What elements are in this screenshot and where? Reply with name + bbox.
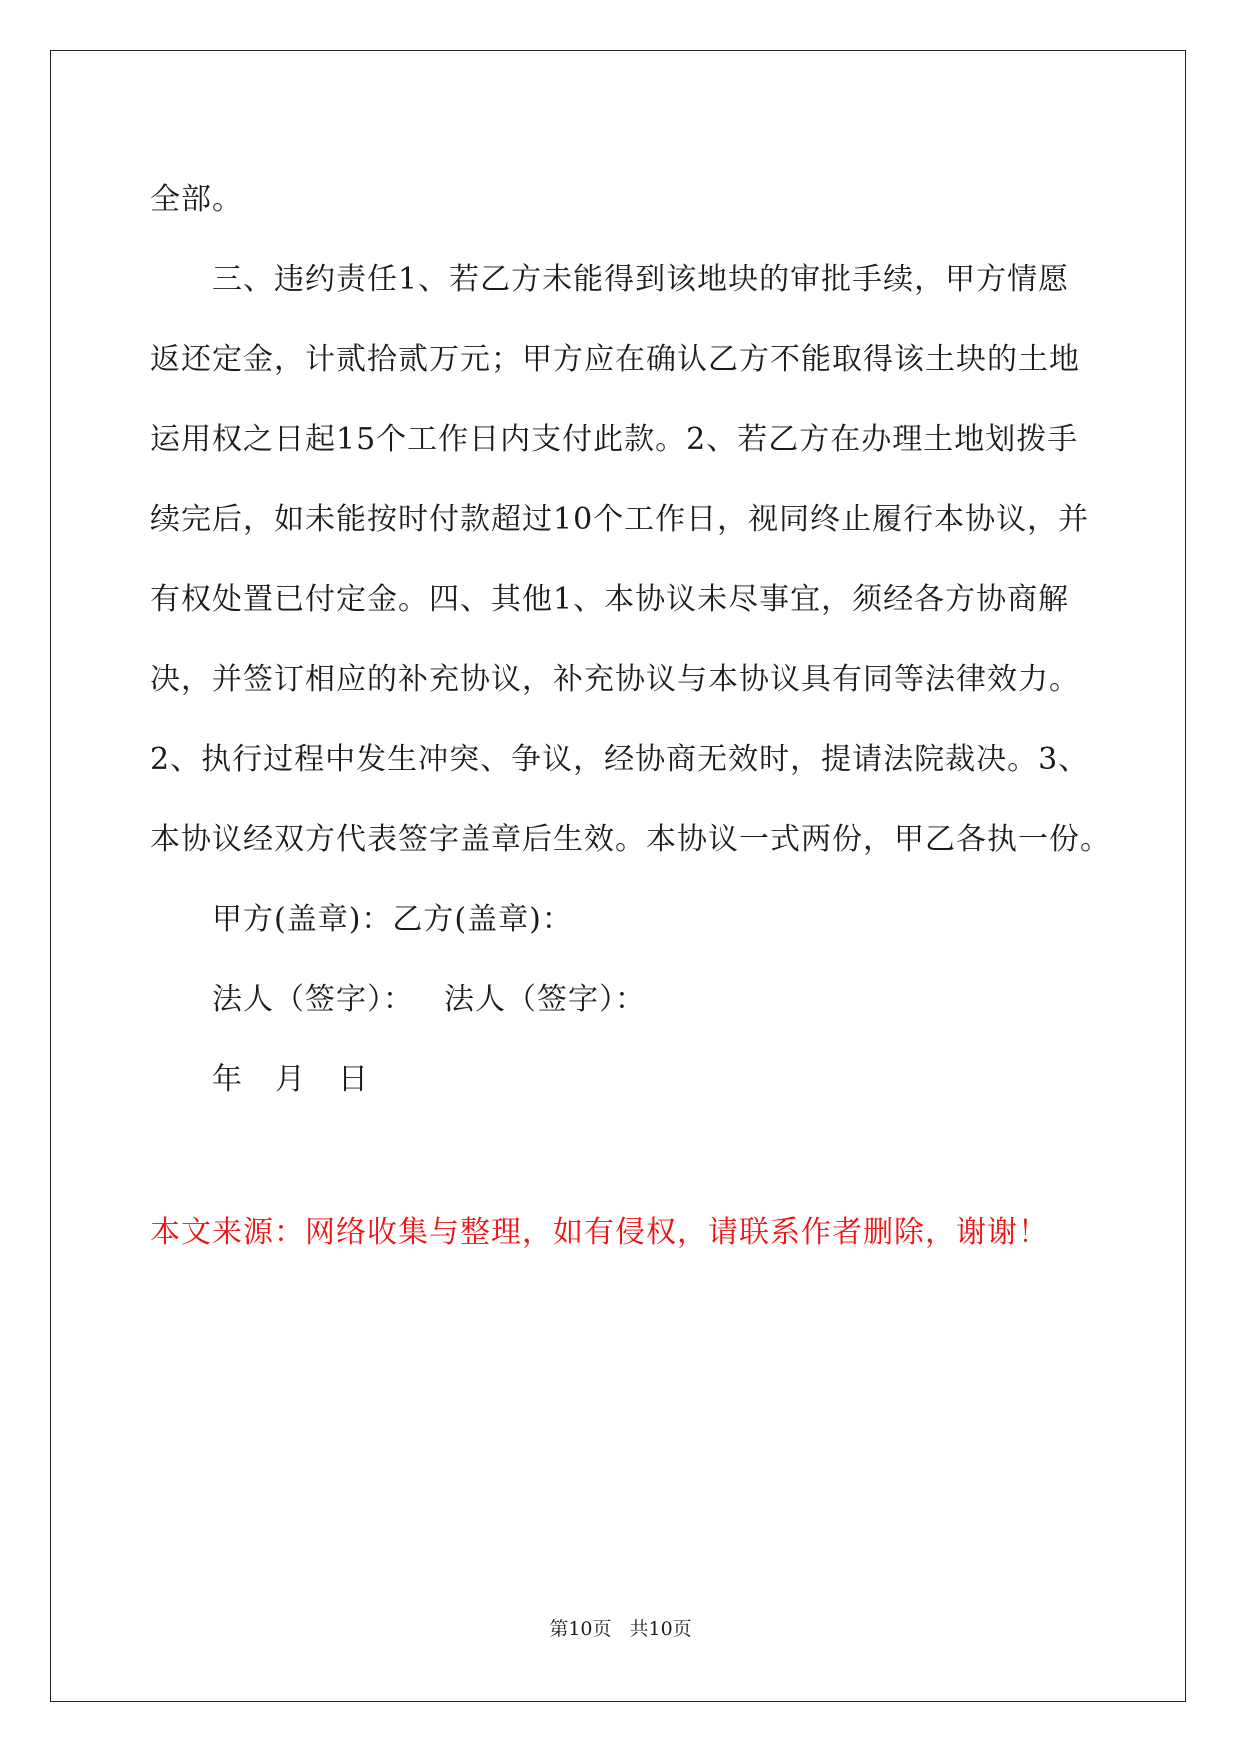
body-line-2: 三、违约责任1、若乙方未能得到该地块的审批手续，甲方情愿 [212, 262, 1070, 297]
date-line [150, 1040, 1090, 1120]
seal-line: 甲方(盖章)：乙方(盖章)： [212, 902, 573, 937]
page-footer [0, 1616, 1241, 1642]
body-line-8: 2、执行过程中发生冲突、争议，经协商无效时，提请法院裁决。3、 [150, 742, 1090, 777]
body-line-7: 决，并签订相应的补充协议，补充协议与本协议具有同等法律效力。 [150, 662, 1080, 697]
party-a-signature: 法人（签字）： [212, 982, 414, 1017]
body-line-5: 续完后，如未能按时付款超过10个工作日，视同终止履行本协议，并 [150, 502, 1090, 537]
body-line-4: 运用权之日起15个工作日内支付此款。2、若乙方在办理土地划拨手 [150, 422, 1079, 457]
date-day: 日 [338, 1062, 369, 1097]
body-line-1: 全部。 [150, 182, 243, 217]
date-month: 月 [275, 1062, 306, 1097]
body-line-9: 本协议经双方代表签字盖章后生效。本协议一式两份，甲乙各执一份。 [150, 822, 1111, 857]
party-b-signature: 法人（签字）： [444, 982, 646, 1017]
body-line-6: 有权处置已付定金。四、其他1、本协议未尽事宜，须经各方协商解 [150, 582, 1070, 617]
page-number-current: 第10页 [549, 1618, 612, 1640]
signature-line [150, 960, 1090, 1040]
page-number-total: 共10页 [629, 1618, 692, 1640]
document-body [150, 160, 1111, 1120]
source-notice: 本文来源：网络收集与整理，如有侵权，请联系作者删除，谢谢！ [150, 1215, 1049, 1250]
date-year: 年 [212, 1062, 243, 1097]
body-line-3: 返还定金，计贰拾贰万元；甲方应在确认乙方不能取得该土块的土地 [150, 342, 1080, 377]
